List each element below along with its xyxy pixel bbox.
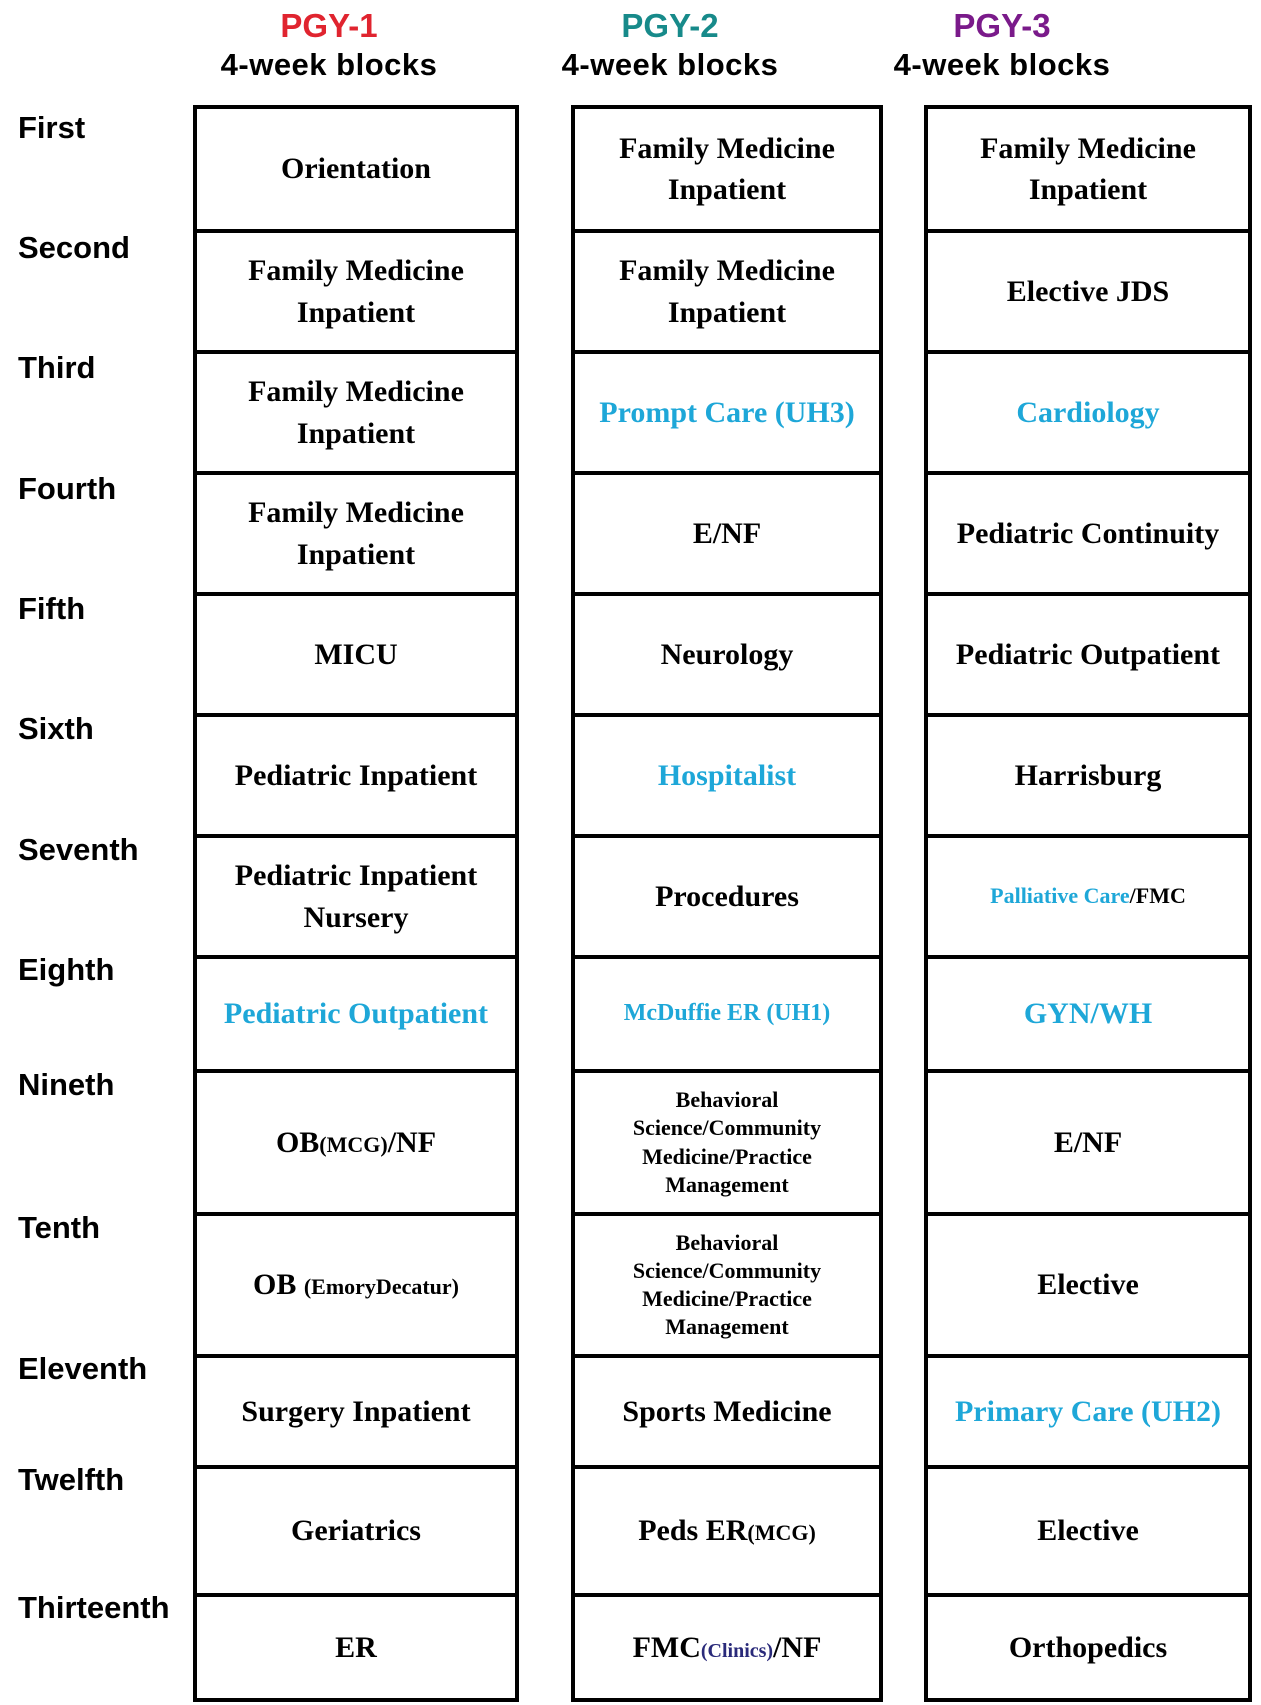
pgy3-block-3-text: Cardiology [1016,395,1160,429]
pgy3-block-7 [928,834,1248,955]
pgy2-block-13 [575,1593,879,1698]
pgy2-block-10-line2: Science/Community [632,1257,822,1283]
pgy1-block-9-tail: /NF [387,1125,437,1159]
pgy3-block-1 [928,109,1248,229]
pgy1-block-11 [197,1354,515,1465]
pgy2-block-7 [575,834,879,955]
pgy2-block-5-text: Neurology [660,637,794,671]
pgy1-block-7-line1: Pediatric Inpatient [234,859,478,893]
header-pgy1 [180,6,478,83]
header-pgy2 [527,6,813,83]
pgy2-block-10-line4: Management [665,1314,789,1340]
pgy3-block-2 [928,229,1248,350]
pgy2-block-1-line2: Inpatient [667,173,787,206]
pgy2-block-13-main: FMC [632,1630,701,1664]
pgy1-block-7 [197,834,515,955]
pgy1-block-12 [197,1465,515,1593]
pgy2-block-10-line1: Behavioral [675,1229,779,1255]
pgy3-block-7-highlight: Palliative Care [990,883,1130,909]
pgy3-block-12-text: Elective [1037,1514,1139,1548]
pgy1-block-4-line2: Inpatient [296,537,416,571]
pgy2-block-12-main: Peds ER [638,1514,748,1548]
row-label-tenth: Tenth [18,1210,101,1245]
pgy1-block-11-text: Surgery Inpatient [241,1394,471,1428]
pgy1-block-13-text: ER [335,1630,377,1664]
pgy3-block-1-line1: Family Medicine [980,131,1196,165]
pgy1-block-3-line2: Inpatient [296,416,416,450]
pgy2-title: PGY-2 [621,7,719,44]
pgy1-block-2 [197,229,515,350]
pgy3-block-5 [928,592,1248,713]
pgy1-block-4 [197,471,515,592]
pgy2-block-3-text: Prompt Care (UH3) [599,395,855,429]
pgy2-block-12-sub: (MCG) [747,1520,816,1546]
row-label-sixth: Sixth [18,711,94,746]
pgy2-block-3 [575,350,879,471]
row-label-fourth: Fourth [18,471,117,506]
pgy3-block-13-text: Orthopedics [1008,1630,1168,1664]
pgy3-block-2-text: Elective JDS [1006,274,1170,308]
pgy2-block-4-text: E/NF [692,516,762,550]
pgy2-block-9-line4: Management [665,1171,789,1197]
row-label-eighth: Eighth [18,952,115,987]
pgy2-block-9-line3: Medicine/Practice [642,1143,812,1169]
row-label-thirteenth: Thirteenth [18,1590,170,1625]
pgy2-block-1 [575,109,879,229]
pgy2-block-13-sub: (Clinics) [700,1639,774,1662]
pgy1-block-8-text: Pediatric Outpatient [223,997,489,1031]
pgy3-column [924,105,1252,1702]
pgy3-block-7-tail: /FMC [1129,883,1186,909]
pgy1-block-1-text: Orientation [281,152,431,186]
pgy2-block-5 [575,592,879,713]
pgy2-block-11-text: Sports Medicine [622,1394,832,1428]
pgy3-block-3 [928,350,1248,471]
pgy2-block-9 [575,1069,879,1212]
pgy3-block-4-text: Pediatric Continuity [956,516,1220,550]
pgy3-block-5-text: Pediatric Outpatient [955,637,1221,671]
pgy1-block-10-sub: (EmoryDecatur) [303,1274,460,1300]
pgy2-block-2 [575,229,879,350]
pgy1-block-3-line1: Family Medicine [248,375,464,409]
row-label-second: Second [18,230,130,265]
pgy3-block-8-text: GYN/WH [1023,997,1153,1031]
pgy3-block-11 [928,1354,1248,1465]
pgy1-block-8 [197,955,515,1069]
row-label-nineth: Nineth [18,1067,115,1102]
pgy2-block-4 [575,471,879,592]
pgy1-block-10-main: OB [252,1268,304,1302]
pgy2-block-8-text: McDuffie ER (UH1) [623,1000,831,1027]
pgy3-block-11-text: Primary Care (UH2) [954,1394,1221,1428]
pgy1-block-5 [197,592,515,713]
pgy1-block-10 [197,1212,515,1354]
row-label-seventh: Seventh [18,832,139,867]
pgy3-block-9-text: E/NF [1053,1125,1123,1159]
pgy1-title: PGY-1 [280,7,378,44]
pgy2-subtitle: 4-week blocks [561,46,779,82]
pgy2-block-8 [575,955,879,1069]
pgy1-block-13 [197,1593,515,1698]
pgy1-block-2-line2: Inpatient [296,295,416,329]
pgy3-block-12 [928,1465,1248,1593]
pgy2-block-6-text: Hospitalist [657,758,797,792]
pgy1-block-7-line2: Nursery [303,900,409,934]
pgy1-block-12-text: Geriatrics [291,1514,421,1548]
pgy2-block-10 [575,1212,879,1354]
pgy2-block-6 [575,713,879,834]
pgy1-block-3 [197,350,515,471]
pgy3-subtitle: 4-week blocks [893,46,1111,82]
pgy1-block-6 [197,713,515,834]
row-label-third: Third [18,350,96,385]
pgy2-block-7-text: Procedures [655,879,799,913]
pgy3-block-9 [928,1069,1248,1212]
row-label-fifth: Fifth [18,591,86,626]
pgy3-block-4 [928,471,1248,592]
pgy2-block-2-line1: Family Medicine [619,254,835,288]
pgy1-column [193,105,519,1702]
pgy1-block-5-text: MICU [314,637,398,671]
pgy2-block-9-line2: Science/Community [632,1115,822,1141]
pgy1-block-1 [197,109,515,229]
header-pgy3 [852,6,1152,83]
pgy1-block-4-line1: Family Medicine [248,496,464,530]
pgy1-block-9 [197,1069,515,1212]
pgy3-title: PGY-3 [953,7,1051,44]
pgy2-block-13-tail: /NF [773,1630,822,1664]
pgy1-block-9-sub: (MCG) [319,1131,388,1157]
pgy3-block-13 [928,1593,1248,1698]
pgy3-block-1-line2: Inpatient [1028,173,1148,206]
row-label-eleventh: Eleventh [18,1351,148,1386]
pgy1-block-9-main: OB [275,1125,320,1159]
pgy3-block-10-text: Elective [1037,1268,1139,1302]
pgy3-block-8 [928,955,1248,1069]
pgy3-block-6 [928,713,1248,834]
pgy2-block-9-line1: Behavioral [675,1087,779,1113]
pgy2-block-12 [575,1465,879,1593]
row-label-first: First [18,110,86,145]
pgy3-block-10 [928,1212,1248,1354]
pgy2-block-11 [575,1354,879,1465]
pgy2-block-10-line3: Medicine/Practice [642,1286,812,1311]
pgy1-block-2-line1: Family Medicine [248,254,464,288]
pgy2-column [571,105,883,1702]
pgy3-block-6-text: Harrisburg [1014,758,1162,792]
row-label-twelfth: Twelfth [18,1462,125,1497]
pgy1-subtitle: 4-week blocks [220,46,438,82]
pgy2-block-2-line2: Inpatient [667,295,787,329]
pgy2-block-1-line1: Family Medicine [619,131,835,165]
pgy1-block-6-text: Pediatric Inpatient [234,758,478,792]
